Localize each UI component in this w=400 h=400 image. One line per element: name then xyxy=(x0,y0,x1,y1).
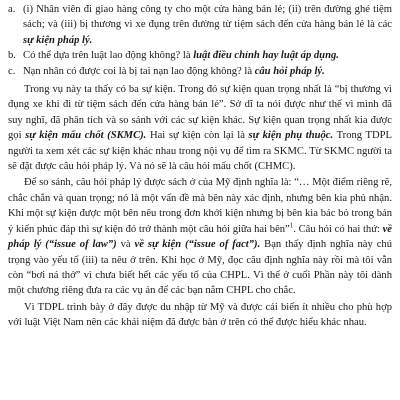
text-run: Bạn thấy định nghĩa này chú trọng vào yếu tố (iii) ta nêu ở trên. Khi học ở Mỹ, đọc câu định nghĩa này rồi mà tôi vẫn còn “bơi ná thở” vì chưa biết hết các yếu tố của CHPL. Vì thế ở cuối Phần này tôi dành một chương riêng đưa ra các vụ án để các bạn nắm CHPL cho chắc. xyxy=(8,239,393,297)
list-item xyxy=(8,64,392,79)
emphasis-term: sự kiện mấu chốt (SKMC). xyxy=(25,130,147,142)
text-run: (i) Nhân viên đi giao hàng công ty cho một cửa hàng bán lẻ; (ii) trên đường ghé tiệm sách; và (iii) bị thương vì xe đụng trên đường từ tiệm sách đến cửa hàng bán lẻ là các xyxy=(23,4,392,31)
list-marker: c. xyxy=(8,65,16,77)
text-run: Vì TDPL trình bày ở đây được du nhập từ Mỹ và được cải biến ít nhiều cho phù hợp với luật Việt Nam nên các khái niệm đã được bàn ở trên có thể được hiểu khác nhau. xyxy=(8,301,392,329)
footnote-ref: 1 xyxy=(289,221,294,230)
text-run: và xyxy=(116,239,135,251)
text-run: Để so sánh, câu hỏi pháp lý được sách ở của Mỹ định nghĩa là: “… Một điểm riêng rẽ, chắc chắn và quan trọng; nó là một vấn đề mà bên này xác định, nhưng bên kia phủ nhận. Khi một sự kiện được một bên nêu trong đơn khởi kiện nhưng bị bên kia bác bỏ trong bản ý kiến phúc đáp thì sự kiện đó trở thành một câu hỏi giữa hai bên” xyxy=(8,177,392,235)
emphasis-term: về pháp lý (“issue of law”) xyxy=(8,223,392,251)
text-run: . Câu hỏi có hai thứ: xyxy=(293,223,383,235)
list-marker: a. xyxy=(8,4,16,15)
text-run: Hai sự kiện còn lại là xyxy=(146,130,249,142)
text-run: Trong vụ này ta thấy có ba sự kiện. Trong đó sự kiện quan trọng nhất là “bị thương vì đụng xe khi đi từ tiệm sách đến cửa hàng bán lẻ”. Sở dĩ ta nói được như thế vì mình đã suy nghĩ, đã phân tích và so sánh với các sự kiện khác. Sự kiện quan trọng nhất kia được gọi xyxy=(8,84,392,142)
list-item-text xyxy=(23,64,392,79)
answer-list xyxy=(8,2,392,79)
emphasis-term: sự kiện phụ thuộc. xyxy=(248,130,334,142)
list-item-text xyxy=(23,2,392,48)
body-text xyxy=(8,82,392,331)
emphasis-term: sự kiện pháp lý. xyxy=(23,34,93,46)
list-item xyxy=(8,2,392,48)
emphasis-term: luật điều chỉnh hay luật áp dụng. xyxy=(193,50,339,62)
paragraph xyxy=(8,300,392,331)
text-run: Trong TDPL người ta xem xét các sự kiện khác nhau trong nội vụ để tìm ra SKMC. Từ SKMC người ta sẽ đặt được câu hỏi pháp lý. Và nó sẽ là câu hỏi mấu chốt (CHMC). xyxy=(8,130,392,173)
list-item-text xyxy=(23,48,392,63)
paragraph xyxy=(8,82,392,174)
text-run: Có thể dựa trên luật lao động không? là xyxy=(23,50,194,62)
text-run: Nạn nhân có được coi là bị tai nạn lao động không? là xyxy=(23,65,255,77)
list-item xyxy=(8,48,392,63)
emphasis-term: câu hỏi pháp lý. xyxy=(254,65,325,77)
paragraph xyxy=(8,175,392,298)
emphasis-term: về sự kiện (“issue of fact”). xyxy=(134,239,261,251)
list-marker: b. xyxy=(8,50,16,62)
